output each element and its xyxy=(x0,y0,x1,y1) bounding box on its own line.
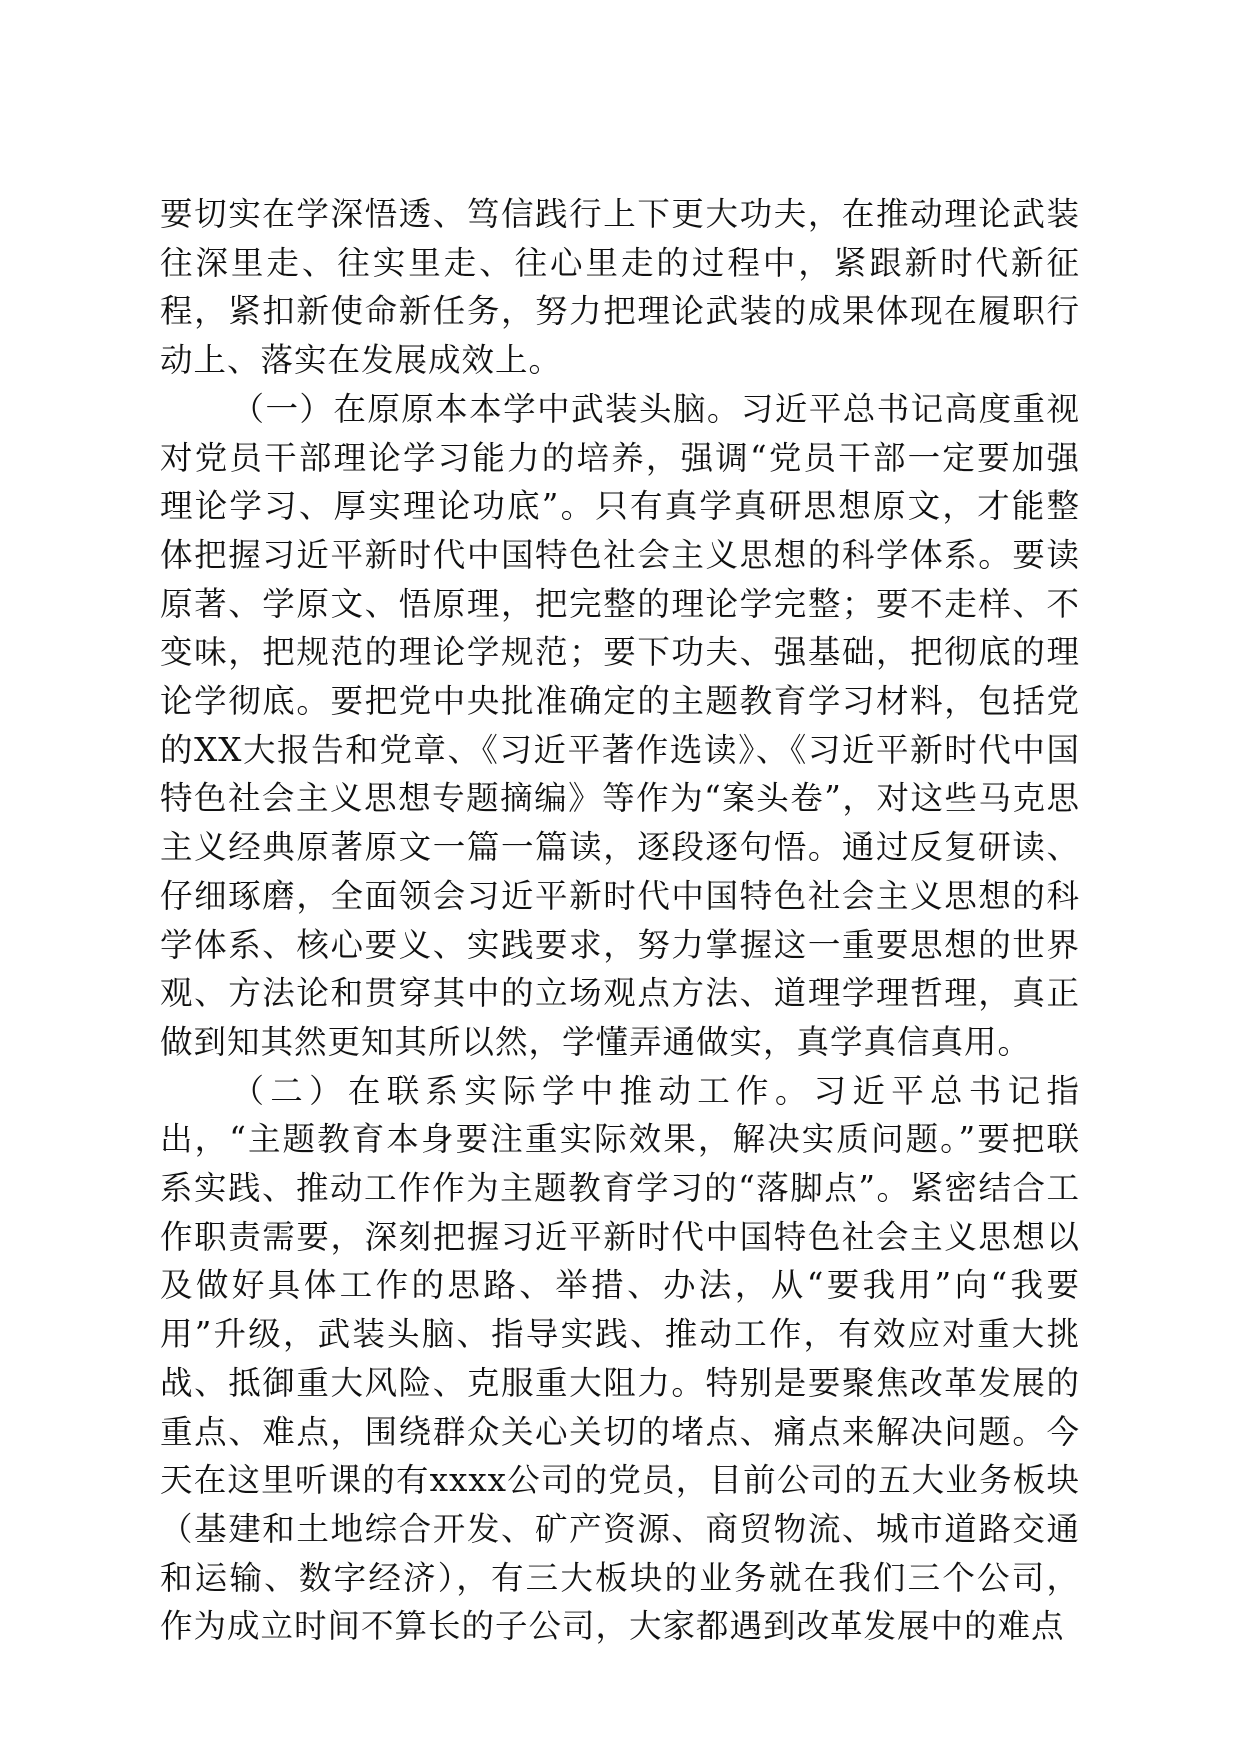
paragraph-section-1: （一）在原原本本学中武装头脑。习近平总书记高度重视对党员干部理论学习能力的培养，强调“党员干部一定要加强理论学习、厚实理论功底”。只有真学真研思想原文，才能整体把握习近平新时代中国特色社会主义思想的科学体系。要读原著、学原文、悟原理，把完整的理论学完整；要不走样、不变味，把规范的理论学规范；要下功夫、强基础，把彻底的理论学彻底。要把党中央批准确定的主题教育学习材料，包括党的XX大报告和党章、《习近平著作选读》、《习近平新时代中国特色社会主义思想专题摘编》等作为“案头卷”，对这些马克思主义经典原著原文一篇一篇读，逐段逐句悟。通过反复研读、仔细琢磨，全面领会习近平新时代中国特色社会主义思想的科学体系、核心要义、实践要求，努力掌握这一重要思想的世界观、方法论和贯穿其中的立场观点方法、道理学理哲理，真正做到知其然更知其所以然，学懂弄通做实，真学真信真用。 xyxy=(160,389,1080,1061)
paragraph-section-2: （二）在联系实际学中推动工作。习近平总书记指出，“主题教育本身要注重实际效果，解决实质问题。”要把联系实践、推动工作作为主题教育学习的“落脚点”。紧密结合工作职责需要，深刻把握习近平新时代中国特色社会主义思想以及做好具体工作的思路、举措、办法，从“要我用”向“我要用”升级，武装头脑、指导实践、推动工作，有效应对重大挑战、抵御重大风险、克服重大阻力。特别是要聚焦改革发展的重点、难点，围绕群众关心关切的堵点、痛点来解决问题。今天在这里听课的有xxxx公司的党员，目前公司的五大业务板块（基建和土地综合开发、矿产资源、商贸物流、城市道路交通和运输、数字经济），有三大板块的业务就在我们三个公司，作为成立时间不算长的子公司，大家都遇到改革发展中的难点 xyxy=(160,1071,1080,1646)
document-body xyxy=(160,190,1080,1651)
paragraph-continuation: 要切实在学深悟透、笃信践行上下更大功夫，在推动理论武装往深里走、往实里走、往心里走的过程中，紧跟新时代新征程，紧扣新使命新任务，努力把理论武装的成果体现在履职行动上、落实在发展成效上。 xyxy=(160,195,1080,380)
